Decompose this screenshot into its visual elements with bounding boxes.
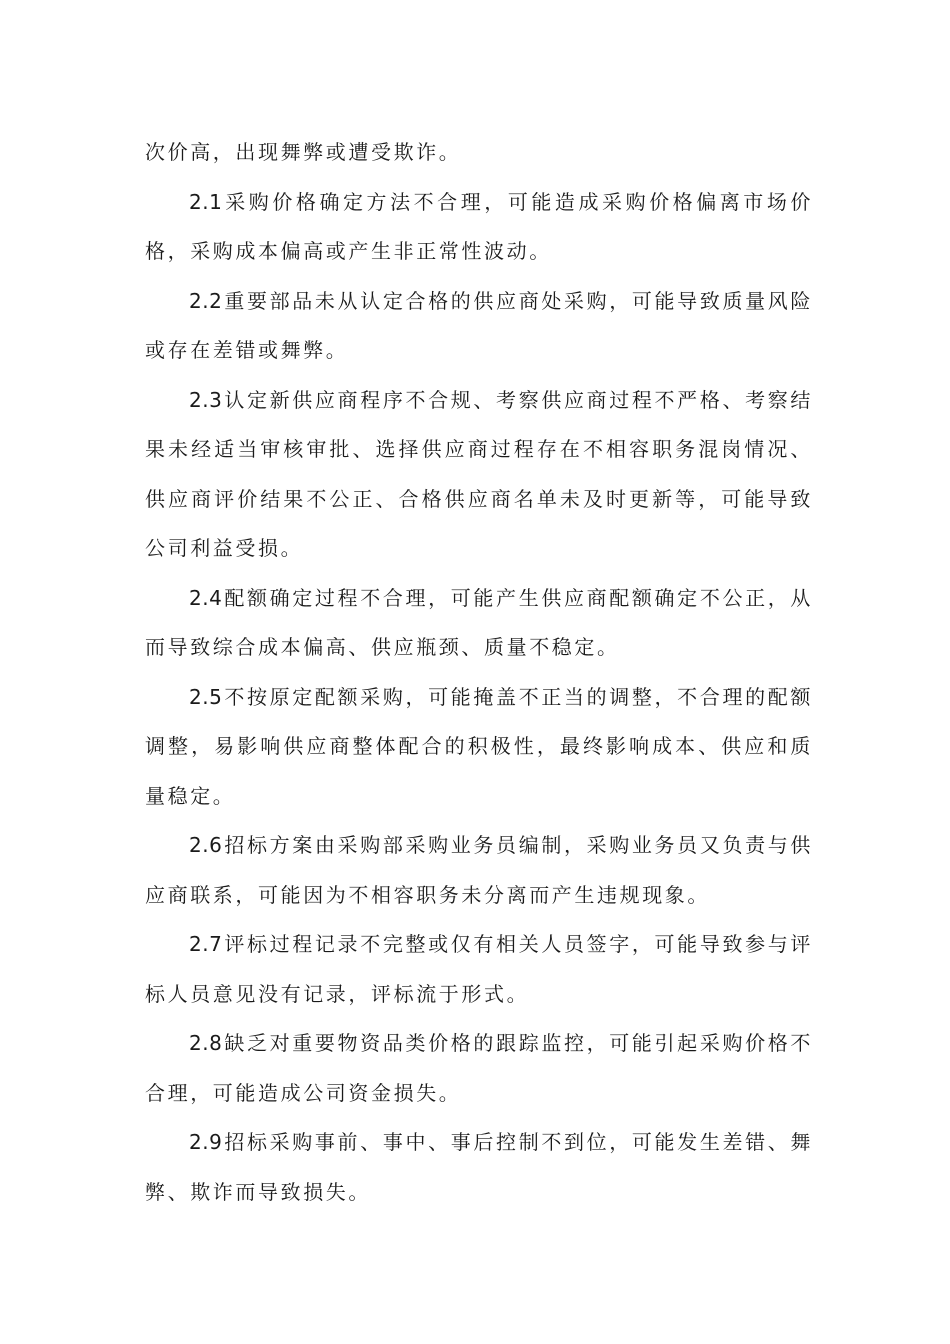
paragraph-2-9 bbox=[145, 1118, 813, 1217]
paragraph-continuation bbox=[145, 128, 813, 178]
paragraph-number: 2.1 bbox=[189, 189, 223, 214]
paragraph-text: 不按原定配额采购，可能掩盖不正当的调整，不合理的配额调整，易影响供应商整体配合的积极性，最终影响成本、供应和质量稳定。 bbox=[145, 684, 813, 808]
paragraph-2-3 bbox=[145, 376, 813, 574]
paragraph-text: 评标过程记录不完整或仅有相关人员签字，可能导致参与评标人员意见没有记录，评标流于形式。 bbox=[145, 932, 813, 1006]
paragraph-text: 招标方案由采购部采购业务员编制，采购业务员又负责与供应商联系，可能因为不相容职务未分离而产生违规现象。 bbox=[145, 833, 813, 907]
paragraph-2-6 bbox=[145, 821, 813, 920]
paragraph-number: 2.8 bbox=[189, 1031, 223, 1055]
paragraph-2-2 bbox=[145, 277, 813, 376]
paragraph-text: 缺乏对重要物资品类价格的跟踪监控，可能引起采购价格不合理，可能造成公司资金损失。 bbox=[145, 1031, 813, 1105]
paragraph-number: 2.7 bbox=[189, 932, 223, 956]
paragraph-text: 次价高，出现舞弊或遭受欺诈。 bbox=[145, 140, 462, 164]
paragraph-text: 招标采购事前、事中、事后控制不到位，可能发生差错、舞弊、欺诈而导致损失。 bbox=[145, 1130, 813, 1204]
paragraph-number: 2.6 bbox=[189, 833, 223, 857]
paragraph-2-5 bbox=[145, 673, 813, 822]
paragraph-text: 认定新供应商程序不合规、考察供应商过程不严格、考察结果未经适当审核审批、选择供应商过程存在不相容职务混岗情况、供应商评价结果不公正、合格供应商名单未及时更新等，可能导致公司利益受损。 bbox=[145, 387, 813, 560]
paragraph-text: 配额确定过程不合理，可能产生供应商配额确定不公正，从而导致综合成本偏高、供应瓶颈、质量不稳定。 bbox=[145, 585, 813, 659]
paragraph-text: 采购价格确定方法不合理，可能造成采购价格偏离市场价格，采购成本偏高或产生非正常性波动。 bbox=[145, 189, 813, 263]
document-body bbox=[145, 128, 813, 1217]
paragraph-2-7 bbox=[145, 920, 813, 1019]
paragraph-number: 2.2 bbox=[189, 288, 223, 313]
paragraph-number: 2.5 bbox=[189, 684, 223, 709]
paragraph-number: 2.4 bbox=[189, 585, 223, 610]
paragraph-2-4 bbox=[145, 574, 813, 673]
paragraph-text: 重要部品未从认定合格的供应商处采购，可能导致质量风险或存在差错或舞弊。 bbox=[145, 288, 813, 362]
paragraph-number: 2.3 bbox=[189, 387, 223, 412]
paragraph-number: 2.9 bbox=[189, 1130, 223, 1154]
paragraph-2-1 bbox=[145, 178, 813, 277]
paragraph-2-8 bbox=[145, 1019, 813, 1118]
